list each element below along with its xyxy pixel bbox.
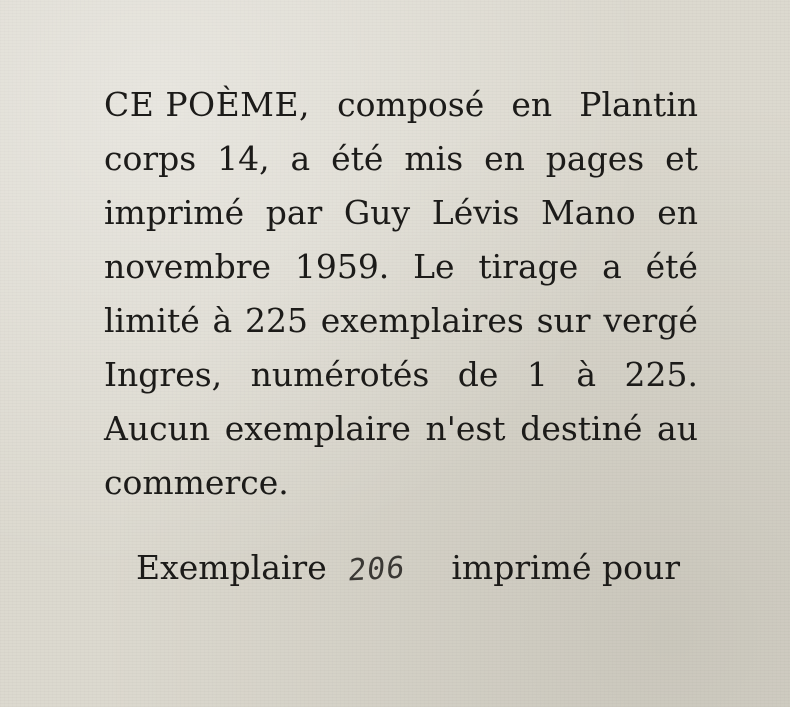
printed-for-label: imprimé pour [451,548,680,587]
colophon-line [104,78,698,132]
word: a [290,139,311,178]
word: en [484,139,525,178]
word: destiné [520,409,643,448]
word: commerce. [104,463,289,502]
word: exemplaires [320,301,524,340]
word: 1959. [294,247,390,286]
word: 14, [217,139,270,178]
word: limité [104,301,200,340]
word: Plantin [579,85,698,124]
copy-label: Exemplaire [136,548,327,587]
word: par [265,193,323,232]
handwritten-copy-number: 206 [346,550,407,589]
word: Guy [343,193,411,232]
copy-number-line [136,538,696,598]
word: au [657,409,698,448]
title-caps: CE POÈME, [104,85,311,124]
word: Lévis [431,193,520,232]
word: novembre [104,247,272,286]
word: composé [337,85,485,124]
word: été [645,247,698,286]
word: mis [404,139,464,178]
word: à [576,355,597,394]
word: tirage [478,247,579,286]
word: Ingres, [104,355,223,394]
word: Le [413,247,455,286]
word: 225. [624,355,698,394]
word: de [457,355,499,394]
word: en [657,193,698,232]
word: Aucun [104,409,211,448]
word: n'est [425,409,506,448]
word: vergé [603,301,698,340]
word: sur [536,301,591,340]
word: 225 [244,301,308,340]
word: pages [545,139,645,178]
word: Mano [540,193,636,232]
word: été [331,139,384,178]
colophon-line [104,132,698,186]
word: 1 [526,355,548,394]
word: a [602,247,622,286]
word: imprimé [104,193,245,232]
word: à [212,301,233,340]
word: numérotés [250,355,430,394]
colophon-line [104,456,698,510]
colophon-line [104,348,698,402]
word: exemplaire [224,409,411,448]
colophon-line [104,294,698,348]
colophon-line [104,402,698,456]
colophon-line [104,186,698,240]
word: en [511,85,553,124]
word: et [665,139,698,178]
word: corps [104,139,197,178]
colophon-text [104,78,698,510]
colophon-line [104,240,698,294]
